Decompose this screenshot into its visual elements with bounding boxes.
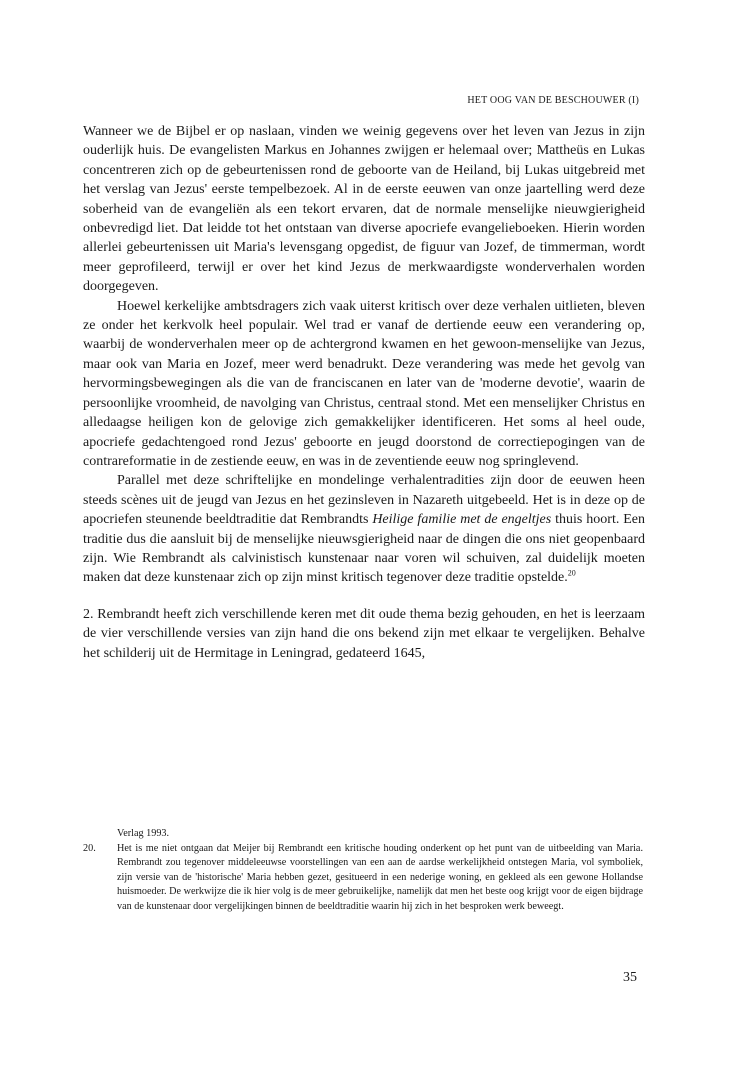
footnote-20-number: 20. [83,842,96,854]
paragraph-section-2: 2. Rembrandt heeft zich verschillende keren met dit oude thema bezig gehouden, en het is leerzaam de vier verschillende versies van zijn hand die ons bekend zijn met elkaar te vergelijken. Behalve het schilderij uit de Hermitage in Leningrad, gedateerd 1645, [83,606,645,661]
footnote-20 [83,842,643,915]
paragraph-3-start: Parallel met deze schriftelijke en mondelinge verhalentradities zijn door de eeuwen heen steeds scènes uit de jeugd van Jezus en het gezinsleven in Nazareth uitgebeeld. Het is in deze op de apocriefen steunende beeldtraditie dat Rembrandts [83,473,645,528]
paragraph-1: Wanneer we de Bijbel er op naslaan, vinden we weinig gegevens over het leven van Jezus in zijn ouderlijk huis. De evangelisten Markus en Johannes zwijgen er helemaal over; Mattheüs en Lukas concentreren zich op de gebeurtenissen rond de geboorte van de Heiland, bij Lukas uitgebreid met het verslag van Jezus' eerste tempelbezoek. Al in de eerste eeuwen van onze jaartelling werd deze soberheid van de evangeliën als een tekort ervaren, dat de normale menselijke nieuwgierigheid onbevredigd liet. Dat leidde tot het ontstaan van diverse apocriefe evangelieboeken. Hierin worden allerlei gebeurtenissen uit Maria's levensgang opgedist, de figuur van Jozef, de timmerman, wordt meer geprofileerd, terwijl er over het kind Jezus de merkwaardigste wonderverhalen worden doorgegeven. [83,124,645,295]
footnotes [83,827,643,915]
painting-title: Heilige familie met de engeltjes [372,512,552,528]
footnote-continuation: Verlag 1993. [117,828,170,839]
running-head: HET OOG VAN DE BESCHOUWER (I) [467,95,639,106]
footnote-20-text: Het is me niet ontgaan dat Meijer bij Rembrandt een kritische houding onderkent op het punt van de uitbeelding van Maria. Rembrandt zou tegenover middeleeuwse voorstellingen van een aan de aardse werkelijkheid ontstegen Maria, vol symboliek, zijn versie van de 'historische' Maria hebben gezet, gesitueerd in een nederige woning, en gekleed als een gewone Hollandse huismoeder. De werkwijze die ik hier volg is de meer gebruikelijke, namelijk dat men het beste oog krijgt voor de eigen bijdrage van de kunstenaar door vergelijkingen binnen de beeldtraditie waarin hij zich in het besproken werk beweegt. [117,842,643,912]
paragraph-3-end: thuis hoort. Een traditie dus die aansluit bij de menselijke nieuwsgierigheid naar de dingen die ons niet geopenbaard zijn. Wie Rembrandt als calvinistisch kunstenaar naar voren wil schuiven, zal duidelijk moeten maken dat deze kunstenaar zich op zijn minst kritisch tegenover deze traditie opstelde. [83,512,646,586]
paragraph-2: Hoewel kerkelijke ambtsdragers zich vaak uiterst kritisch over deze verhalen uitlieten, bleven ze onder het kerkvolk heel populair. Wel trad er vanaf de dertiende eeuw een verandering op, waarbij de wonderverhalen meer op de achtergrond kwamen en het gewoon-menselijke van Jezus, maar ook van Maria en Jozef, meer werd benadrukt. Deze verandering was mede het gevolg van hervormingsbewegingen als die van de franciscanen en later van de 'moderne devotie', waarin de persoonlijke vroomheid, de navolging van Christus, centraal stond. Met een menselijker Christus en alledaagse heiligen kon de gelovige zich gemakkelijker identificeren. Het soms al heel oude, apocriefe gedachtengoed rond Jezus' geboorte en jeugd doorstond de correctiepogingen van de contrareformatie in de zestiende eeuw, en was in de zeventiende eeuw nog springlevend. [83,298,645,469]
footnote-reference-20[interactable]: 20 [567,568,576,578]
body-text [83,122,645,663]
page-number: 35 [623,970,637,985]
paragraph-3 [83,471,645,587]
